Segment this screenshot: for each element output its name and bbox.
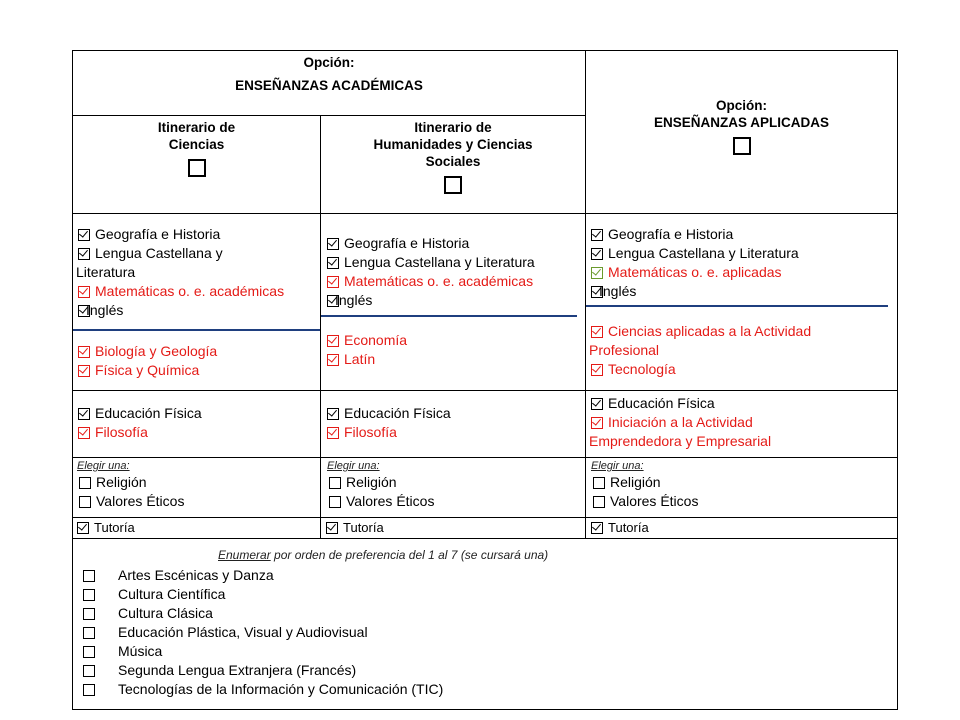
list-item	[76, 404, 319, 423]
option-label: Valores Éticos	[610, 493, 699, 509]
subject-label: Economía	[344, 332, 408, 348]
academicas-option-label: Opción:	[303, 55, 355, 70]
subject-label: Literatura	[76, 264, 136, 280]
tutoria-label: Tutoría	[94, 520, 135, 535]
subject-label: Lengua Castellana y	[95, 245, 223, 261]
optativa-label: Música	[118, 643, 163, 659]
subject-label: Educación Física	[608, 395, 715, 411]
academicas-header	[73, 54, 585, 94]
checkbox-checked[interactable]	[327, 238, 339, 250]
checkbox-checked[interactable]	[591, 286, 603, 298]
academicas-title: ENSEÑANZAS ACADÉMICAS	[235, 78, 423, 93]
aplicadas-select-checkbox[interactable]	[733, 137, 751, 155]
instruction-text: por orden de preferencia del 1 al 7 (se cursará una)	[270, 548, 549, 562]
checkbox-checked[interactable]	[78, 286, 90, 298]
elegir-heading: Elegir una:	[327, 460, 380, 472]
list-item	[76, 642, 876, 661]
list-item	[325, 404, 584, 423]
list-item	[76, 566, 876, 585]
checkbox-checked[interactable]	[78, 346, 90, 358]
humanidades-tutoria	[324, 518, 384, 537]
list-item	[589, 263, 896, 282]
checkbox-checked[interactable]	[326, 522, 338, 534]
list-item	[325, 234, 584, 253]
optativa-label: Artes Escénicas y Danza	[118, 567, 274, 583]
list-item	[589, 413, 896, 432]
subject-label: Profesional	[589, 342, 660, 358]
optativa-label: Tecnologías de la Información y Comunicación (TIC)	[118, 681, 444, 697]
checkbox-checked[interactable]	[327, 295, 339, 307]
list-item	[325, 253, 584, 272]
checkbox-empty[interactable]	[329, 477, 341, 489]
elegir-heading: Elegir una:	[77, 460, 130, 472]
checkbox-empty[interactable]	[83, 627, 95, 639]
checkbox-empty[interactable]	[79, 496, 91, 508]
ciencias-title-line1: Itinerario de	[157, 120, 236, 135]
checkbox-checked[interactable]	[327, 276, 339, 288]
list-item	[76, 423, 319, 442]
list-item	[591, 473, 896, 492]
checkbox-checked[interactable]	[327, 427, 339, 439]
optativa-label: Cultura Científica	[118, 586, 226, 602]
checkbox-checked[interactable]	[327, 408, 339, 420]
list-item	[76, 585, 876, 604]
ciencias-header	[73, 119, 320, 181]
humanidades-header	[321, 119, 585, 198]
humanidades-core-list	[325, 234, 584, 310]
option-label: Valores Éticos	[346, 493, 435, 509]
humanidades-title-line2: Humanidades y Ciencias	[373, 137, 533, 152]
ciencias-title-line2: Ciencias	[168, 137, 225, 152]
checkbox-checked[interactable]	[327, 354, 339, 366]
checkbox-empty[interactable]	[83, 608, 95, 620]
list-item	[589, 322, 896, 341]
checkbox-empty[interactable]	[83, 589, 95, 601]
list-item	[76, 301, 319, 320]
list-item	[76, 282, 319, 301]
aplicadas-title: ENSEÑANZAS APLICADAS	[653, 115, 829, 130]
checkbox-empty[interactable]	[329, 496, 341, 508]
elegir-heading: Elegir una:	[591, 460, 644, 472]
list-item	[76, 661, 876, 680]
checkbox-empty[interactable]	[83, 646, 95, 658]
aplicadas-core-list	[589, 225, 896, 301]
subject-label: Lengua Castellana y Literatura	[608, 245, 799, 261]
list-item-continuation	[589, 432, 896, 451]
optativas-instruction	[218, 548, 548, 562]
list-item	[76, 604, 876, 623]
checkbox-checked[interactable]	[78, 248, 90, 260]
list-item	[76, 244, 319, 263]
subject-label: Educación Física	[95, 405, 202, 421]
checkbox-checked[interactable]	[591, 364, 603, 376]
list-item-continuation	[76, 263, 319, 282]
tutoria-label: Tutoría	[608, 520, 649, 535]
subject-label: Física y Química	[95, 362, 200, 378]
subject-label: Lengua Castellana y Literatura	[344, 254, 535, 270]
list-item	[591, 492, 896, 511]
checkbox-checked[interactable]	[78, 229, 90, 241]
checkbox-checked[interactable]	[77, 522, 89, 534]
list-item-continuation	[589, 341, 896, 360]
list-item	[589, 518, 649, 537]
subject-label: Matemáticas o. e. académicas	[344, 273, 534, 289]
subject-label: Tecnología	[608, 361, 676, 377]
subject-label: Latín	[344, 351, 376, 367]
list-item	[327, 473, 584, 492]
list-item	[76, 680, 876, 699]
list-item	[325, 331, 584, 350]
checkbox-checked[interactable]	[78, 305, 90, 317]
list-item	[76, 342, 319, 361]
ciencias-others-list	[76, 404, 319, 442]
subject-label: Filosofía	[344, 424, 397, 440]
checkbox-checked[interactable]	[78, 408, 90, 420]
aplicadas-tutoria	[589, 518, 649, 537]
aplicadas-elegir	[591, 460, 896, 511]
checkbox-checked[interactable]	[327, 335, 339, 347]
humanidades-elegir	[327, 460, 584, 511]
subject-label: Filosofía	[95, 424, 148, 440]
optativa-label: Segunda Lengua Extranjera (Francés)	[118, 662, 357, 678]
checkbox-empty[interactable]	[79, 477, 91, 489]
ciencias-core-list	[76, 225, 319, 320]
subject-label: Inglés	[599, 283, 637, 299]
list-item	[325, 272, 584, 291]
ciencias-elegir	[77, 460, 319, 511]
list-item	[589, 394, 896, 413]
list-item	[327, 492, 584, 511]
checkbox-empty[interactable]	[83, 570, 95, 582]
humanidades-title-line1: Itinerario de	[414, 120, 492, 135]
subject-label: Inglés	[86, 302, 124, 318]
ciencias-select-checkbox[interactable]	[188, 159, 206, 177]
checkbox-checked[interactable]	[327, 257, 339, 269]
subject-label: Emprendedora y Empresarial	[589, 433, 772, 449]
checkbox-checked[interactable]	[591, 229, 603, 241]
checkbox-checked[interactable]	[591, 398, 603, 410]
list-item	[589, 244, 896, 263]
optativa-label: Educación Plástica, Visual y Audiovisual	[118, 624, 368, 640]
list-item	[76, 361, 319, 380]
subject-label: Biología y Geología	[95, 343, 218, 359]
subject-label: Ciencias aplicadas a la Actividad	[608, 323, 812, 339]
optativas-list	[76, 566, 876, 699]
checkbox-empty[interactable]	[83, 665, 95, 677]
subject-label: Matemáticas o. e. académicas	[95, 283, 285, 299]
checkbox-checked[interactable]	[78, 365, 90, 377]
ciencias-tutoria	[75, 518, 135, 537]
list-item	[77, 473, 319, 492]
list-item	[76, 225, 319, 244]
list-item	[325, 350, 584, 369]
ciencias-divider	[73, 329, 320, 331]
option-label: Valores Éticos	[96, 493, 185, 509]
checkbox-empty[interactable]	[83, 684, 95, 696]
checkbox-checked[interactable]	[591, 248, 603, 260]
subject-label: Matemáticas o. e. aplicadas	[608, 264, 782, 280]
option-label: Religión	[610, 474, 661, 490]
subject-label: Iniciación a la Actividad	[608, 414, 753, 430]
list-item	[324, 518, 384, 537]
list-item	[77, 492, 319, 511]
optativa-label: Cultura Clásica	[118, 605, 213, 621]
list-item	[75, 518, 135, 537]
option-label: Religión	[96, 474, 147, 490]
checkbox-empty[interactable]	[593, 477, 605, 489]
list-item	[589, 360, 896, 379]
aplicadas-specific-list	[589, 322, 896, 379]
checkbox-checked[interactable]	[591, 417, 603, 429]
checkbox-checked[interactable]	[78, 427, 90, 439]
humanidades-others-list	[325, 404, 584, 442]
list-item	[589, 282, 896, 301]
humanidades-select-checkbox[interactable]	[444, 176, 462, 194]
aplicadas-divider	[586, 305, 888, 307]
checkbox-checked[interactable]	[591, 326, 603, 338]
tutoria-label: Tutoría	[343, 520, 384, 535]
subject-label: Geografía e Historia	[95, 226, 221, 242]
humanidades-title-line3: Sociales	[425, 154, 481, 169]
aplicadas-option-label: Opción:	[716, 98, 767, 113]
subject-label: Geografía e Historia	[344, 235, 470, 251]
aplicadas-header	[586, 97, 897, 159]
checkbox-empty[interactable]	[593, 496, 605, 508]
list-item	[325, 423, 584, 442]
aplicadas-others-list	[589, 394, 896, 451]
instruction-keyword: Enumerar	[218, 548, 271, 562]
subject-label: Educación Física	[344, 405, 451, 421]
list-item	[325, 291, 584, 310]
ciencias-specific-list	[76, 342, 319, 380]
checkbox-checked[interactable]	[591, 522, 603, 534]
subject-label: Inglés	[335, 292, 373, 308]
humanidades-specific-list	[325, 331, 584, 369]
list-item	[76, 623, 876, 642]
checkbox-checked[interactable]	[591, 267, 603, 279]
list-item	[589, 225, 896, 244]
option-label: Religión	[346, 474, 397, 490]
subject-label: Geografía e Historia	[608, 226, 734, 242]
humanidades-divider	[321, 315, 577, 317]
